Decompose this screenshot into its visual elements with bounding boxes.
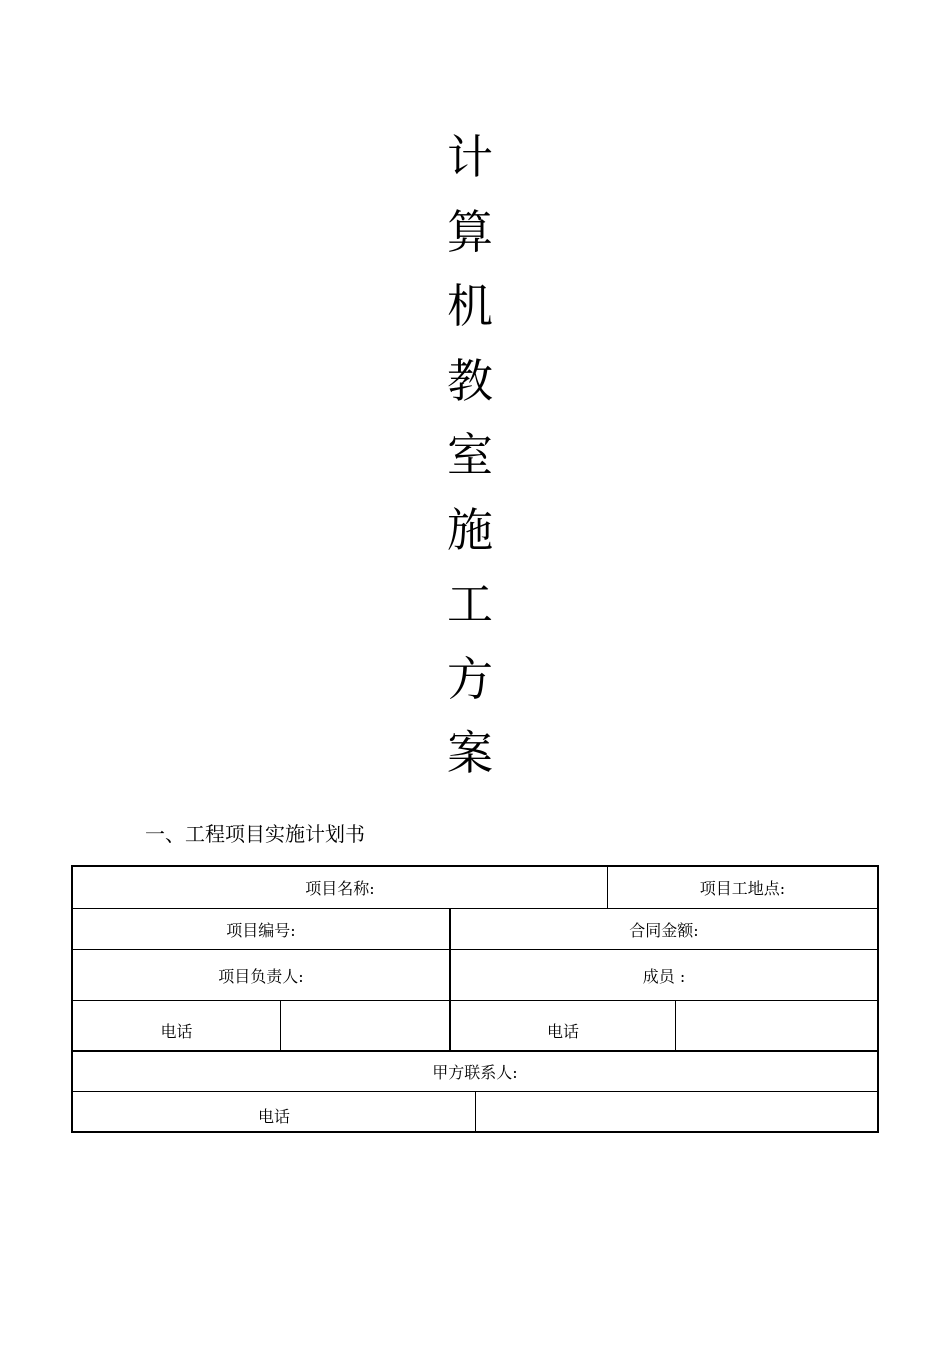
contract-amount-label: 合同金额: (629, 920, 699, 940)
project-site-label: 项目工地点: (699, 879, 786, 898)
title-char: 方 (447, 651, 493, 706)
title-char: 施 (447, 502, 493, 557)
table-row (73, 1092, 877, 1131)
title-char: 室 (447, 428, 493, 482)
title-char: 案 (447, 726, 493, 780)
member-phone-value-cell[interactable] (676, 1001, 877, 1050)
project-number-label: 项目编号: (226, 920, 296, 940)
client-contact-label: 甲方联系人: (432, 1063, 518, 1082)
members-label: 成员 : (642, 966, 686, 986)
project-site-cell[interactable] (608, 867, 877, 908)
project-info-table (71, 865, 879, 1133)
members-cell[interactable] (451, 950, 877, 1000)
title-char: 工 (447, 577, 493, 631)
client-contact-cell[interactable] (73, 1052, 877, 1091)
leader-phone-value-cell[interactable] (281, 1001, 451, 1050)
contract-amount-cell[interactable] (451, 909, 877, 949)
table-row (73, 867, 877, 909)
client-phone-value-cell[interactable] (476, 1092, 877, 1131)
project-leader-label: 项目负责人: (218, 966, 304, 986)
member-phone-label-cell (451, 1001, 676, 1050)
project-leader-cell[interactable] (73, 950, 451, 1000)
title-char: 计 (447, 130, 493, 184)
phone-label: 电话 (160, 1022, 193, 1041)
table-row (73, 1001, 877, 1052)
project-name-cell[interactable] (73, 867, 608, 908)
title-char: 教 (447, 353, 493, 408)
client-phone-label-cell (73, 1092, 476, 1131)
document-title (420, 120, 520, 791)
title-char: 算 (447, 204, 493, 259)
section-heading: 一、工程项目实施计划书 (145, 822, 365, 846)
table-row (73, 950, 877, 1001)
project-number-cell[interactable] (73, 909, 451, 949)
table-row (73, 1052, 877, 1092)
project-name-label: 项目名称: (305, 879, 375, 898)
title-char: 机 (447, 279, 493, 333)
table-row (73, 909, 877, 950)
leader-phone-label-cell (73, 1001, 281, 1050)
client-phone-label: 电话 (257, 1107, 290, 1126)
phone-label: 电话 (546, 1022, 579, 1041)
